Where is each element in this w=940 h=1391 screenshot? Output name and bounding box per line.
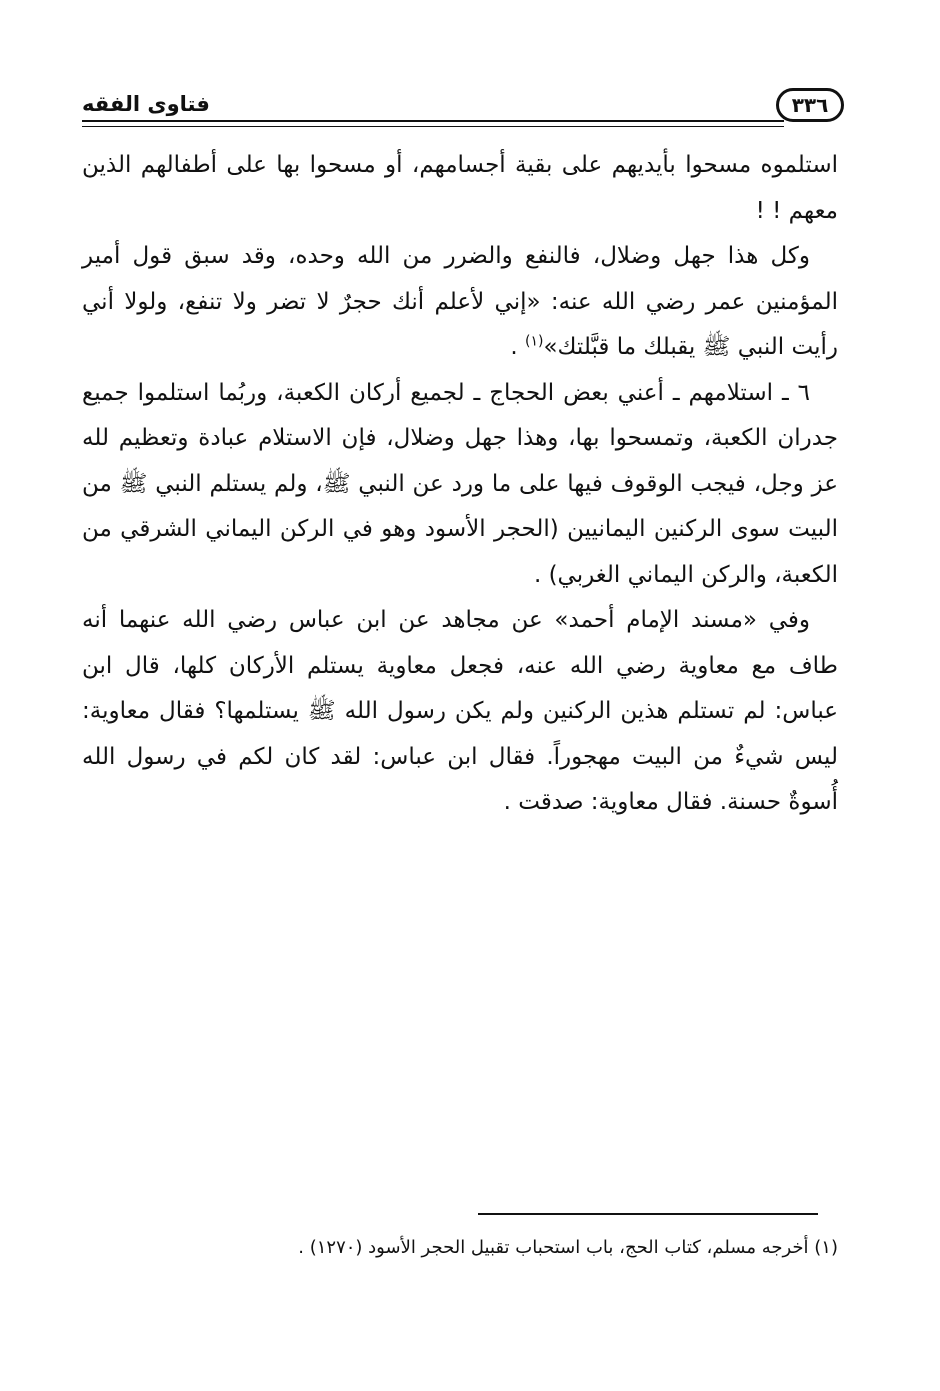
main-text [82, 143, 838, 826]
paragraph-2-text: وكل هذا جهل وضلال، فالنفع والضرر من الله وحده، وقد سبق قول أمير المؤمنين عمر رضي الله عنه: «إني لأعلم أنك حجرٌ لا تضر ولا تنفع، ولولا أني رأيت النبي ﷺ يقبلك ما قبَّلتك» [82, 243, 838, 360]
header-rule [82, 120, 784, 122]
paragraph-4: وفي «مسند الإمام أحمد» عن مجاهد عن ابن عباس رضي الله عنهما أنه طاف مع معاوية رضي الله عنه، فجعل معاوية يستلم الأركان كلها، قال ابن عباس: لم تستلم هذين الركنين ولم يكن رسول الله ﷺ يستلمها؟ فقال معاوية: ليس شيءٌ من البيت مهجوراً. فقال ابن عباس: لقد كان لكم في رسول الله أُسوةٌ حسنة. فقال معاوية: صدقت . [82, 607, 838, 815]
footnote-separator [478, 1213, 818, 1215]
paragraph-1: استلموه مسحوا بأيديهم على بقية أجسامهم، أو مسحوا بها على أطفالهم الذين معهم ! ! [82, 152, 838, 224]
footnote-reference[interactable]: (١) [525, 333, 544, 350]
footnote: (١) أخرجه مسلم، كتاب الحج، باب استحباب تقبيل الحجر الأسود (١٢٧٠) . [298, 1237, 838, 1258]
paragraph-2-end: . [510, 334, 525, 360]
header-title: فتاوى الفقه [82, 92, 210, 116]
page-number: ٣٣٦ [776, 88, 844, 122]
paragraph-2 [82, 234, 838, 371]
paragraph-3: ٦ ـ استلامهم ـ أعني بعض الحجاج ـ لجميع أركان الكعبة، وربُما استلموا جميع جدران الكعبة، وتمسحوا بها، وهذا جهل وضلال، فإن الاستلام عبادة وتعظيم لله عز وجل، فيجب الوقوف فيها على ما ورد عن النبي ﷺ، ولم يستلم النبي ﷺ من البيت سوى الركنين اليمانيين (الحجر الأسود وهو في الركن اليماني الشرقي من الكعبة، والركن اليماني الغربي) . [82, 379, 838, 588]
header-rule-thin [82, 126, 784, 127]
running-header [82, 86, 844, 132]
